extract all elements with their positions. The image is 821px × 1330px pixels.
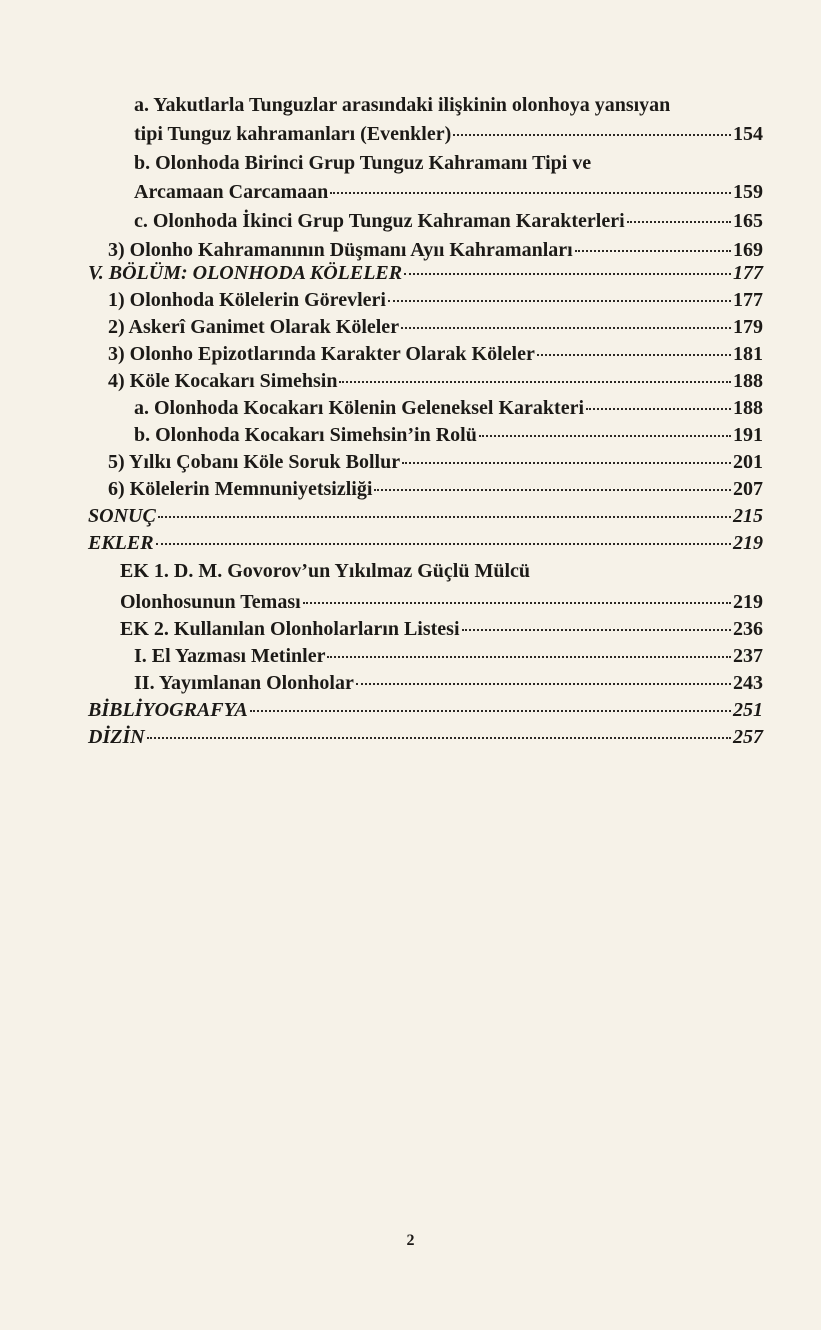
dot-leader [374,489,731,491]
toc-entry-page: 188 [733,370,763,392]
toc-entry-title: b. Olonhoda Kocakarı Simehsin’in Rolü [134,424,477,446]
dot-leader [404,273,731,275]
toc-entry-title: EK 1. D. M. Govorov’un Yıkılmaz Güçlü Mülcü [120,560,531,582]
toc-entry [108,314,763,340]
toc-entry-page: 243 [733,672,763,694]
toc-entry-title: II. Yayımlanan Olonholar [134,672,354,694]
toc-entry [108,287,763,313]
dot-leader [330,192,731,194]
toc-entry-page: 251 [733,699,763,721]
toc-entry-page: 257 [733,726,763,748]
dot-leader [575,250,731,252]
toc-entry-title: a. Yakutlarla Tunguzlar arasındaki ilişkinin olonhoya yansıyan [134,94,671,116]
toc-entry-title: EKLER [88,532,154,554]
toc-entry-page: 207 [733,478,763,500]
dot-leader [388,300,731,302]
dot-leader [356,683,731,685]
toc-chapter-entry [88,260,763,286]
toc-entry-page: 179 [733,316,763,338]
dot-leader [453,134,731,136]
toc-entry [134,395,763,421]
toc-entry-title: a. Olonhoda Kocakarı Kölenin Geleneksel Karakteri [134,397,584,419]
dot-leader [327,656,731,658]
toc-entry-title: I. El Yazması Metinler [134,645,326,667]
toc-entry [134,121,763,147]
dot-leader [303,602,731,604]
toc-entry-page: 215 [733,505,763,527]
toc-entry-title: 3) Olonho Epizotlarında Karakter Olarak Köleler [108,343,535,365]
dot-leader [479,435,731,437]
toc-entry [108,368,763,394]
dot-leader [339,381,731,383]
toc-entry-title: 6) Kölelerin Memnuniyetsizliği [108,478,373,500]
toc-chapter-entry [88,503,763,529]
toc-entry-title: 2) Askerî Ganimet Olarak Köleler [108,316,400,338]
toc-entry-title: Olonhosunun Teması [120,591,301,613]
toc-entry-page: 169 [733,239,763,261]
dot-leader [402,462,731,464]
toc-entry-page: 165 [733,210,763,232]
toc-entry-page: 191 [733,424,763,446]
toc-entry-title: 3) Olonho Kahramanının Düşmanı Ayıı Kahramanları [108,239,573,261]
toc-entry-title: tipi Tunguz kahramanları (Evenkler) [134,123,452,145]
toc-entry [134,643,763,669]
toc-entry [120,589,763,615]
dot-leader [401,327,731,329]
toc-entry [108,476,763,502]
toc-entry-page: 159 [733,181,763,203]
toc-entry [134,150,774,176]
dot-leader [147,737,731,739]
toc-entry-title: BİBLİYOGRAFYA [88,699,248,721]
toc-chapter-entry [88,724,763,750]
toc-chapter-entry [88,697,763,723]
toc-entry-page: 219 [733,591,763,613]
toc-entry-title: Arcamaan Carcamaan [134,181,329,203]
toc-entry [120,616,763,642]
toc-entry-page: 201 [733,451,763,473]
toc-entry [134,92,782,118]
dot-leader [586,408,731,410]
toc-entry [120,558,763,584]
toc-entry-page: 219 [733,532,763,554]
toc-entry-title: DİZİN [88,726,145,748]
dot-leader [537,354,731,356]
dot-leader [627,221,731,223]
dot-leader [462,629,731,631]
toc-entry-page: 181 [733,343,763,365]
toc-entry-page: 237 [733,645,763,667]
toc-entry-title: EK 2. Kullanılan Olonholarların Listesi [120,618,460,640]
toc-entry [108,341,763,367]
toc-entry-title: SONUÇ [88,505,156,527]
toc-entry-page: 236 [733,618,763,640]
toc-entry-page: 154 [733,123,763,145]
toc-entry-title: c. Olonhoda İkinci Grup Tunguz Kahraman Karakterleri [134,210,625,232]
toc-entry [134,422,763,448]
toc-entry [134,670,763,696]
toc-entry-page: 177 [733,289,763,311]
dot-leader [156,543,731,545]
toc-chapter-entry [88,530,763,556]
dot-leader [250,710,731,712]
toc-entry-page: 188 [733,397,763,419]
toc-entry-page: 177 [733,262,763,284]
toc-entry-title: 5) Yılkı Çobanı Köle Soruk Bollur [108,451,401,473]
toc-entry [134,179,763,205]
toc-entry [108,449,763,475]
toc-entry [134,208,763,234]
dot-leader [158,516,731,518]
toc-entry-title: b. Olonhoda Birinci Grup Tunguz Kahramanı Tipi ve [134,152,592,174]
page-number: 2 [406,1232,415,1249]
toc-entry-title: 4) Köle Kocakarı Simehsin [108,370,338,392]
toc-entry-title: V. BÖLÜM: OLONHODA KÖLELER [88,262,403,284]
toc-entry-title: 1) Olonhoda Kölelerin Görevleri [108,289,386,311]
